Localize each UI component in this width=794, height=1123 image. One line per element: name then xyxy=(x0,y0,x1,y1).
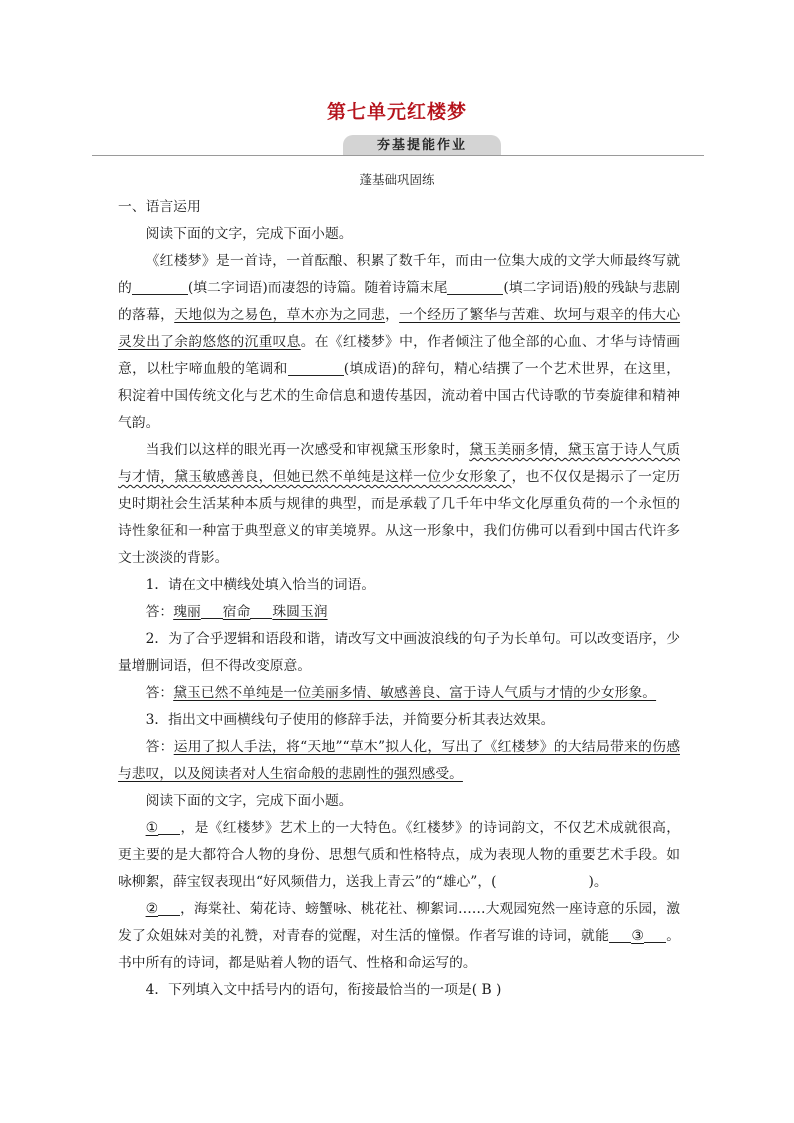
fill-blank-3[interactable] xyxy=(288,359,344,376)
question-1: 1．请在文中横线处填入恰当的词语。 xyxy=(145,577,376,593)
fill-blank-1[interactable] xyxy=(132,278,188,295)
underlined-sentence: 天地似为之易色，草木亦为之同悲 xyxy=(174,307,386,323)
fill-blank-6[interactable] xyxy=(609,926,631,943)
answer-2: 答：黛玉已然不单纯是一位美丽多情、敏感善良、富于诗人气质与才情的少女形象。 xyxy=(145,685,657,701)
page-subtitle: 蓬基础巩固练 xyxy=(359,172,435,187)
passage-paragraph-1: 《红楼梦》是一首诗，一首酝酿、积累了数千年，而由一位集大成的文学大师最终写就的 (填二字词语)而凄怨的诗篇。随着诗篇末尾 (填二字词语)般的残缺与悲剧的落幕，天地似为之易色，草木亦为之同悲，一个经历了繁华与苦难、坎坷与艰辛的伟大心灵发出了余韵悠悠的沉重叹息。在《红楼梦》中，作者倾注了他全部的心血、才华与诗情画意，以杜宇啼血般的笔调和 (填成语)的辞句，精心结撰了一个艺术世界，在这里，积淀着中国传统文化与艺术的生命信息和遗传基因，流动着中国古代诗歌的节奏旋律和精神气韵。 xyxy=(118,253,681,431)
fill-blank-4[interactable] xyxy=(158,818,180,835)
answer-1-word-3: 珠圆玉润 xyxy=(272,604,328,620)
answer-1-word-1: 瑰丽 xyxy=(173,604,201,620)
question-4: 4．下列填入文中括号内的语句，衔接最恰当的一项是( B ) xyxy=(145,982,502,998)
document-body xyxy=(118,194,680,1004)
passage-paragraph-4: ② ，海棠社、菊花诗、螃蟹咏、桃花社、柳絮词……大观园宛然一座诗意的乐园，激发了众姐妹对美的礼赞，对青春的觉醒，对生活的憧憬。作者写谁的诗词，就能 ③ 。书中所有的诗词，都是贴着人物的语气、性格和命运写的。 xyxy=(118,901,681,971)
answer-1: 答：瑰丽 宿命 珠圆玉润 xyxy=(145,604,328,620)
question-3: 3．指出文中画横线句子使用的修辞手法，并简要分析其表达效果。 xyxy=(145,712,555,728)
section-heading: 一、语言运用 xyxy=(118,199,201,215)
answer-3: 答：运用了拟人手法，将“天地”“草木”拟人化，写出了《红楼梦》的大结局带来的伤感与悲叹，以及阅读者对人生宿命般的悲剧性的强烈感受。 xyxy=(118,739,680,782)
question-2: 2．为了合乎逻辑和语段和谐，请改写文中画波浪线的句子为长单句。可以改变语序，少量增删词语，但不得改变原意。 xyxy=(118,631,680,674)
blank-marker-3: ③ xyxy=(631,928,644,944)
page-title: 第七单元红楼梦 xyxy=(326,101,467,123)
reading-instruction-2: 阅读下面的文字，完成下面小题。 xyxy=(145,793,353,809)
blank-marker-2: ② xyxy=(145,901,159,917)
passage-paragraph-2: 当我们以这样的眼光再一次感受和审视黛玉形象时，黛玉美丽多情，黛玉富于诗人气质与才情，黛玉敏感善良，但她已然不单纯是这样一位少女形象了，也不仅仅是揭示了一定历史时期社会生活某种本质与规律的典型，而是承载了几千年中华文化厚重负荷的一个永恒的诗性象征和一种富于典型意义的审美境界。从这一形象中，我们仿佛可以看到中国古代许多文士淡淡的背影。 xyxy=(118,442,681,566)
blank-marker-1: ① xyxy=(145,820,159,836)
question-4-answer: B xyxy=(481,982,492,998)
banner-rule xyxy=(92,155,704,156)
wavy-underlined-sentence: 黛玉美丽多情，黛玉富于诗人气质与才情，黛玉敏感善良，但她已然不单纯是这样一位少女形象了 xyxy=(118,442,681,485)
fill-blank-2[interactable] xyxy=(447,278,503,295)
section-banner: 夯基提能作业 xyxy=(343,135,501,155)
underlined-sentence-2: 一个经历了繁华与苦难、坎坷与艰辛的伟大心灵发出了余韵悠悠的沉重叹息 xyxy=(118,307,681,350)
answer-3-text: 运用了拟人手法，将“天地”“草木”拟人化，写出了《红楼梦》的大结局带来的伤感与悲叹，以及阅读者对人生宿命般的悲剧性的强烈感受。 xyxy=(118,739,680,782)
fill-blank-5[interactable] xyxy=(158,899,180,916)
answer-1-word-2: 宿命 xyxy=(222,604,251,620)
reading-instruction: 阅读下面的文字，完成下面小题。 xyxy=(145,226,353,242)
answer-2-text: 黛玉已然不单纯是一位美丽多情、敏感善良、富于诗人气质与才情的少女形象。 xyxy=(173,685,657,701)
passage-paragraph-3: ① ，是《红楼梦》艺术上的一大特色。《红楼梦》的诗词韵文，不仅艺术成就很高，更主要的是大都符合人物的身份、思想气质和性格特点，成为表现人物的重要艺术手段。如咏柳絮，薛宝钗表现出“好风频借力，送我上青云”的“雄心”，( )。 xyxy=(118,820,680,890)
